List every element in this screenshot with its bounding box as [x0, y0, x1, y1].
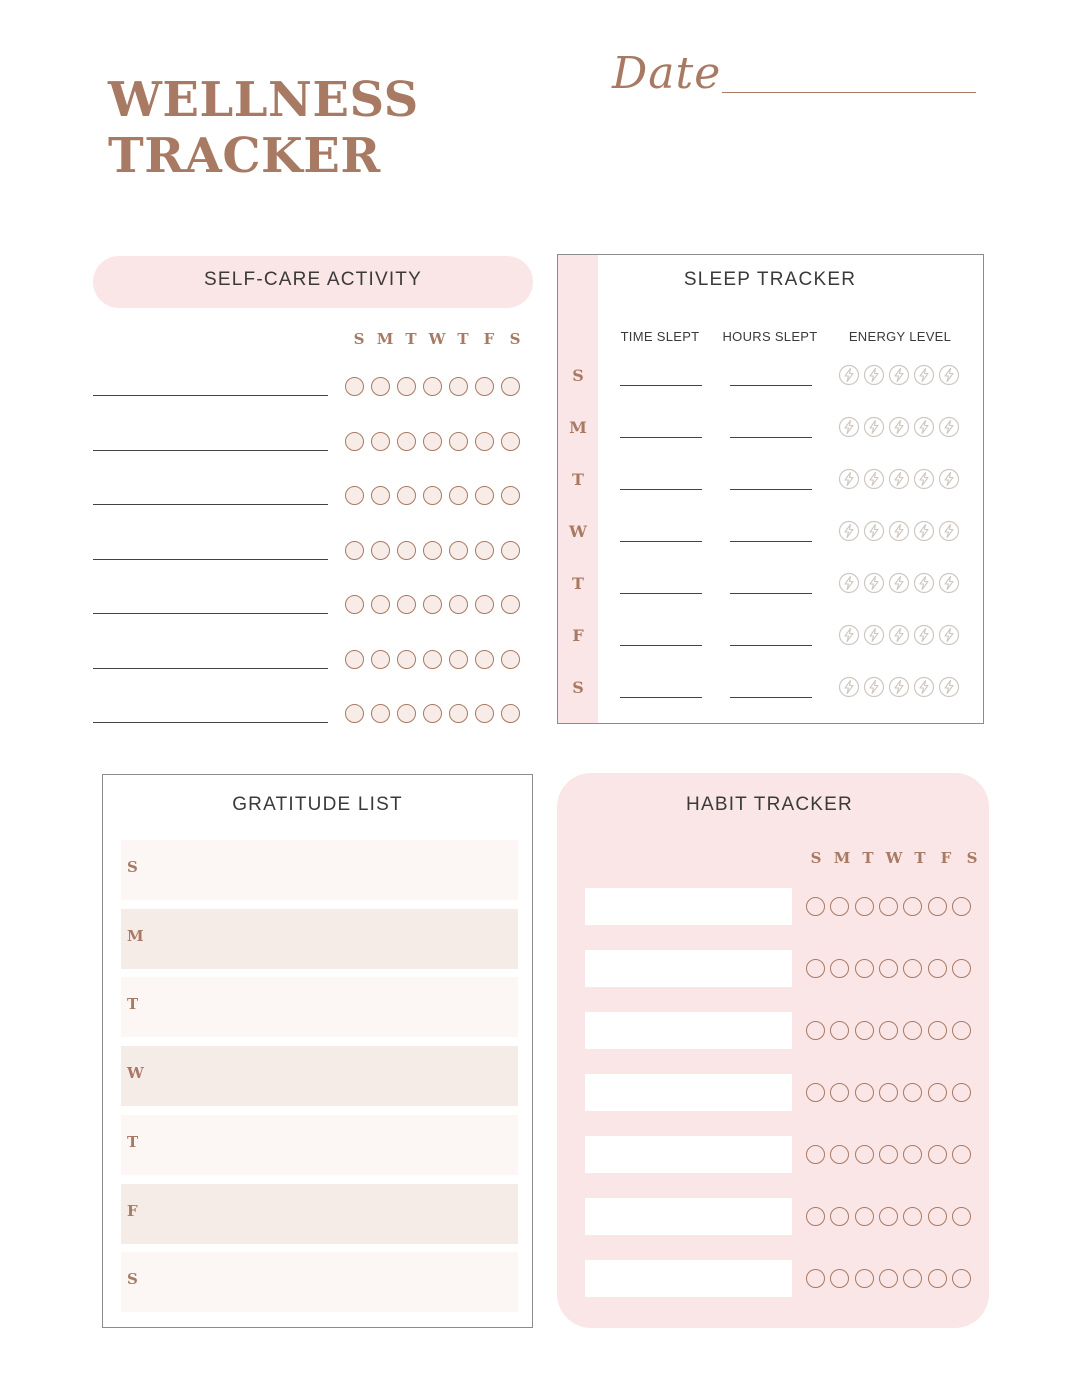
- activity-entry-line[interactable]: [93, 668, 328, 669]
- day-checkbox[interactable]: [397, 432, 416, 451]
- bolt-icon[interactable]: [888, 520, 910, 542]
- bolt-icon[interactable]: [938, 572, 960, 594]
- activity-entry-line[interactable]: [93, 722, 328, 723]
- date-label: Date: [612, 48, 722, 99]
- bolt-icon[interactable]: [888, 572, 910, 594]
- day-checkbox[interactable]: [501, 650, 520, 669]
- day-checkbox[interactable]: [449, 541, 468, 560]
- bolt-icon[interactable]: [888, 676, 910, 698]
- bolt-icon[interactable]: [938, 624, 960, 646]
- gratitude-entry[interactable]: [121, 977, 518, 1037]
- bolt-icon[interactable]: [913, 520, 935, 542]
- habit-day-checkbox[interactable]: [928, 1083, 947, 1102]
- day-letter: T: [914, 849, 926, 867]
- day-checkbox[interactable]: [345, 704, 364, 723]
- day-checkbox[interactable]: [475, 650, 494, 669]
- bolt-icon[interactable]: [863, 624, 885, 646]
- day-checkbox[interactable]: [423, 595, 442, 614]
- bolt-icon[interactable]: [863, 572, 885, 594]
- day-letter: S: [353, 330, 365, 348]
- habit-day-checkbox[interactable]: [952, 1021, 971, 1040]
- habit-day-checkbox[interactable]: [928, 897, 947, 916]
- habit-name-field[interactable]: [585, 1260, 792, 1297]
- bolt-icon[interactable]: [938, 468, 960, 490]
- day-checkbox[interactable]: [475, 377, 494, 396]
- habit-name-field[interactable]: [585, 950, 792, 987]
- habit-day-checkbox[interactable]: [928, 1145, 947, 1164]
- bolt-icon[interactable]: [938, 364, 960, 386]
- bolt-icon[interactable]: [888, 364, 910, 386]
- habit-name-field[interactable]: [585, 1198, 792, 1235]
- gratitude-day-label: W: [127, 1064, 144, 1083]
- day-checkbox[interactable]: [371, 704, 390, 723]
- bolt-icon[interactable]: [913, 468, 935, 490]
- sleep-day-label: S: [572, 678, 584, 697]
- day-checkbox[interactable]: [345, 541, 364, 560]
- date-input-line[interactable]: [722, 92, 976, 93]
- activity-entry-line[interactable]: [93, 450, 328, 451]
- habit-day-checkbox[interactable]: [855, 1269, 874, 1288]
- time-slept-line[interactable]: [620, 697, 702, 698]
- activity-entry-line[interactable]: [93, 395, 328, 396]
- day-letter: F: [940, 849, 952, 867]
- habit-day-checkbox[interactable]: [855, 959, 874, 978]
- habit-day-checkbox[interactable]: [952, 1145, 971, 1164]
- bolt-icon[interactable]: [913, 364, 935, 386]
- habit-day-checkbox[interactable]: [855, 1207, 874, 1226]
- bolt-icon[interactable]: [863, 676, 885, 698]
- day-checkbox[interactable]: [423, 541, 442, 560]
- gratitude-entry[interactable]: [121, 909, 518, 969]
- day-checkbox[interactable]: [501, 595, 520, 614]
- day-checkbox[interactable]: [397, 541, 416, 560]
- day-letter: S: [509, 330, 521, 348]
- day-checkbox[interactable]: [371, 595, 390, 614]
- day-checkbox[interactable]: [371, 650, 390, 669]
- day-checkbox[interactable]: [345, 650, 364, 669]
- habit-day-checkbox[interactable]: [879, 959, 898, 978]
- day-checkbox[interactable]: [345, 377, 364, 396]
- day-checkbox[interactable]: [475, 704, 494, 723]
- day-checkbox[interactable]: [475, 432, 494, 451]
- bolt-icon[interactable]: [838, 468, 860, 490]
- gratitude-entry[interactable]: [121, 1252, 518, 1312]
- time-slept-line[interactable]: [620, 489, 702, 490]
- bolt-icon[interactable]: [838, 676, 860, 698]
- habit-day-checkbox[interactable]: [855, 1083, 874, 1102]
- bolt-icon[interactable]: [863, 416, 885, 438]
- habit-tracker-title: HABIT TRACKER: [686, 794, 853, 815]
- hours-slept-line[interactable]: [730, 697, 812, 698]
- bolt-icon[interactable]: [888, 416, 910, 438]
- col-hours-slept: HOURS SLEPT: [722, 329, 818, 344]
- habit-day-checkbox[interactable]: [879, 1021, 898, 1040]
- gratitude-day-label: T: [127, 995, 139, 1014]
- gratitude-day-label: M: [127, 926, 144, 945]
- day-checkbox[interactable]: [501, 432, 520, 451]
- hours-slept-line[interactable]: [730, 437, 812, 438]
- bolt-icon[interactable]: [913, 416, 935, 438]
- day-checkbox[interactable]: [345, 432, 364, 451]
- gratitude-day-label: T: [127, 1132, 139, 1151]
- day-checkbox[interactable]: [423, 650, 442, 669]
- bolt-icon[interactable]: [913, 676, 935, 698]
- gratitude-day-label: F: [127, 1201, 138, 1220]
- bolt-icon[interactable]: [938, 416, 960, 438]
- habit-day-checkbox[interactable]: [806, 959, 825, 978]
- day-checkbox[interactable]: [501, 541, 520, 560]
- habit-day-checkbox[interactable]: [928, 959, 947, 978]
- habit-day-checkbox[interactable]: [952, 1269, 971, 1288]
- page-title: [108, 72, 419, 184]
- hours-slept-line[interactable]: [730, 489, 812, 490]
- habit-day-checkbox[interactable]: [879, 1145, 898, 1164]
- day-checkbox[interactable]: [345, 595, 364, 614]
- activity-entry-line[interactable]: [93, 559, 328, 560]
- bolt-icon[interactable]: [888, 468, 910, 490]
- bolt-icon[interactable]: [863, 520, 885, 542]
- habit-day-checkbox[interactable]: [928, 1207, 947, 1226]
- bolt-icon[interactable]: [838, 416, 860, 438]
- gratitude-entry[interactable]: [121, 1184, 518, 1244]
- habit-name-field[interactable]: [585, 1012, 792, 1049]
- day-checkbox[interactable]: [397, 704, 416, 723]
- habit-day-checkbox[interactable]: [952, 959, 971, 978]
- habit-name-field[interactable]: [585, 1074, 792, 1111]
- sleep-day-label: F: [572, 626, 584, 645]
- bolt-icon[interactable]: [888, 624, 910, 646]
- habit-day-checkbox[interactable]: [806, 1269, 825, 1288]
- bolt-icon[interactable]: [913, 572, 935, 594]
- habit-day-checkbox[interactable]: [928, 1269, 947, 1288]
- day-letter: M: [376, 330, 394, 348]
- habit-day-checkbox[interactable]: [806, 897, 825, 916]
- bolt-icon[interactable]: [938, 676, 960, 698]
- day-letter: M: [833, 849, 851, 867]
- day-letter: T: [405, 330, 417, 348]
- habit-day-checkbox[interactable]: [952, 897, 971, 916]
- day-checkbox[interactable]: [449, 704, 468, 723]
- day-checkbox[interactable]: [397, 650, 416, 669]
- col-time-slept: TIME SLEPT: [620, 329, 700, 344]
- day-letter: S: [810, 849, 822, 867]
- day-checkbox[interactable]: [475, 595, 494, 614]
- gratitude-title: GRATITUDE LIST: [232, 794, 403, 815]
- gratitude-entry[interactable]: [121, 1115, 518, 1175]
- sleep-day-label: T: [572, 470, 584, 489]
- gratitude-day-label: S: [127, 1270, 138, 1289]
- bolt-icon[interactable]: [838, 520, 860, 542]
- day-checkbox[interactable]: [501, 704, 520, 723]
- sleep-day-strip: [558, 255, 598, 723]
- time-slept-line[interactable]: [620, 593, 702, 594]
- habit-day-checkbox[interactable]: [806, 1021, 825, 1040]
- sleep-day-label: S: [572, 366, 584, 385]
- bolt-icon[interactable]: [913, 624, 935, 646]
- title-line-2: TRACKER: [108, 128, 381, 184]
- habit-day-checkbox[interactable]: [952, 1083, 971, 1102]
- sleep-day-label: W: [569, 522, 587, 541]
- habit-day-checkbox[interactable]: [855, 897, 874, 916]
- day-checkbox[interactable]: [501, 377, 520, 396]
- time-slept-line[interactable]: [620, 541, 702, 542]
- habit-name-field[interactable]: [585, 1136, 792, 1173]
- sleep-day-label: T: [572, 574, 584, 593]
- day-checkbox[interactable]: [397, 486, 416, 505]
- self-care-title: SELF-CARE ACTIVITY: [204, 269, 422, 290]
- bolt-icon[interactable]: [838, 572, 860, 594]
- hours-slept-line[interactable]: [730, 645, 812, 646]
- gratitude-entry[interactable]: [121, 840, 518, 900]
- bolt-icon[interactable]: [938, 520, 960, 542]
- habit-day-header: [803, 849, 985, 867]
- day-letter: T: [862, 849, 874, 867]
- gratitude-day-label: S: [127, 858, 138, 876]
- day-checkbox[interactable]: [501, 486, 520, 505]
- day-checkbox[interactable]: [449, 650, 468, 669]
- day-checkbox[interactable]: [371, 486, 390, 505]
- bolt-icon[interactable]: [838, 364, 860, 386]
- habit-day-checkbox[interactable]: [952, 1207, 971, 1226]
- title-line-1: WELLNESS: [108, 72, 419, 128]
- hours-slept-line[interactable]: [730, 593, 812, 594]
- habit-day-checkbox[interactable]: [806, 1207, 825, 1226]
- hours-slept-line[interactable]: [730, 541, 812, 542]
- habit-day-checkbox[interactable]: [928, 1021, 947, 1040]
- self-care-day-header: [346, 330, 528, 348]
- bolt-icon[interactable]: [863, 364, 885, 386]
- day-checkbox[interactable]: [423, 377, 442, 396]
- day-checkbox[interactable]: [423, 704, 442, 723]
- day-checkbox[interactable]: [371, 377, 390, 396]
- hours-slept-line[interactable]: [730, 385, 812, 386]
- habit-day-checkbox[interactable]: [806, 1083, 825, 1102]
- time-slept-line[interactable]: [620, 385, 702, 386]
- day-checkbox[interactable]: [345, 486, 364, 505]
- day-letter: S: [966, 849, 978, 867]
- gratitude-entry[interactable]: [121, 1046, 518, 1106]
- day-checkbox[interactable]: [371, 432, 390, 451]
- day-checkbox[interactable]: [397, 595, 416, 614]
- day-letter: W: [885, 849, 903, 867]
- habit-day-checkbox[interactable]: [855, 1021, 874, 1040]
- habit-day-checkbox[interactable]: [879, 1083, 898, 1102]
- habit-day-checkbox[interactable]: [806, 1145, 825, 1164]
- bolt-icon[interactable]: [863, 468, 885, 490]
- day-checkbox[interactable]: [371, 541, 390, 560]
- time-slept-line[interactable]: [620, 437, 702, 438]
- sleep-day-label: M: [569, 418, 587, 437]
- habit-day-checkbox[interactable]: [879, 1207, 898, 1226]
- day-checkbox[interactable]: [449, 432, 468, 451]
- habit-day-checkbox[interactable]: [879, 897, 898, 916]
- day-checkbox[interactable]: [423, 486, 442, 505]
- day-checkbox[interactable]: [423, 432, 442, 451]
- time-slept-line[interactable]: [620, 645, 702, 646]
- day-checkbox[interactable]: [449, 377, 468, 396]
- day-letter: F: [483, 330, 495, 348]
- day-letter: W: [428, 330, 446, 348]
- day-checkbox[interactable]: [449, 486, 468, 505]
- bolt-icon[interactable]: [838, 624, 860, 646]
- day-checkbox[interactable]: [475, 541, 494, 560]
- habit-day-checkbox[interactable]: [855, 1145, 874, 1164]
- sleep-tracker-title: SLEEP TRACKER: [683, 269, 857, 290]
- activity-entry-line[interactable]: [93, 504, 328, 505]
- habit-day-checkbox[interactable]: [879, 1269, 898, 1288]
- day-checkbox[interactable]: [397, 377, 416, 396]
- day-checkbox[interactable]: [475, 486, 494, 505]
- habit-name-field[interactable]: [585, 888, 792, 925]
- col-energy-level: ENERGY LEVEL: [848, 329, 952, 344]
- day-letter: T: [457, 330, 469, 348]
- activity-entry-line[interactable]: [93, 613, 328, 614]
- day-checkbox[interactable]: [449, 595, 468, 614]
